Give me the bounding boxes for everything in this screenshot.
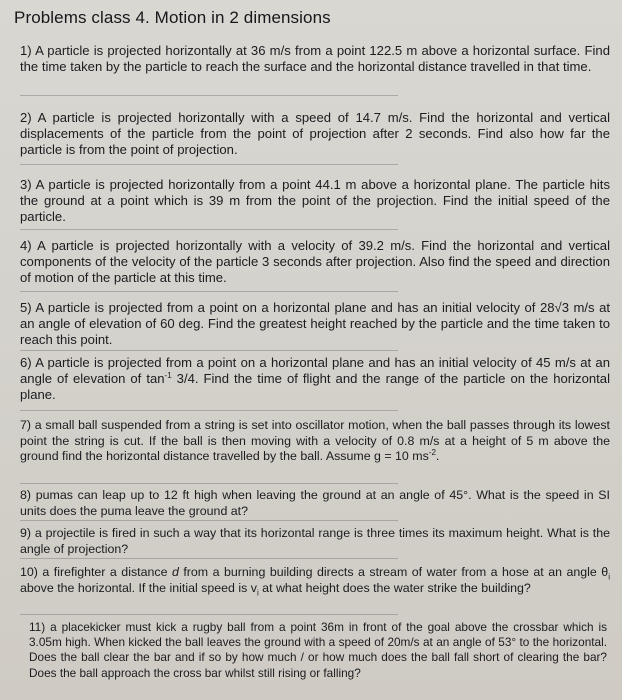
problem-10-variable-d: d — [171, 565, 179, 579]
divider — [20, 483, 398, 484]
problem-11: 11) a placekicker must kick a rugby ball from a point 36m in front of the goal above the crossbar which is 3.05m high. When kicked the ball leaves the ground with a speed of 20m/s at an angle of 53° to the horizontal. Does the ball clear the bar and if so by how much / or how much does the ball fall short of clearing the bar? Does the ball approach the cross bar whilst still rising or falling? — [29, 620, 607, 680]
problem-5: 5) A particle is projected from a point on a horizontal plane and has an initial velocity of 28√3 m/s at an angle of elevation of 60 deg. Find the greatest height reached by the particle and the time taken to reach this point. — [20, 300, 610, 347]
problem-10-subscript-theta: i — [608, 572, 610, 582]
problem-10-text-c: above the horizontal. If the initial speed is v — [20, 580, 257, 595]
divider — [20, 229, 398, 230]
problem-9: 9) a projectile is fired in such a way that its horizontal range is three times its maximum height. What is the angle of projection? — [20, 526, 610, 556]
divider — [20, 350, 398, 351]
divider — [20, 95, 398, 96]
page-title: Problems class 4. Motion in 2 dimensions — [14, 8, 331, 27]
divider — [20, 291, 398, 292]
problem-4: 4) A particle is projected horizontally with a velocity of 39.2 m/s. Find the horizontal and vertical components of the velocity of the particle 3 seconds after projection. Also find the speed and direction of motion of the particle at this time. — [20, 238, 610, 285]
problem-10 — [20, 565, 610, 596]
divider — [20, 558, 398, 559]
problem-10-text-a: 10) a firefighter a distance — [20, 565, 172, 579]
problem-7-text-a: 7) a small ball suspended from a string is set into oscillator motion, when the ball passes through its lowest point the string is cut. If the ball is then moving with a velocity of 0.8 m/s at a height of 5 m above the ground find the horizontal distance travelled by the ball. Assume g = 10 ms — [20, 418, 610, 464]
problem-2: 2) A particle is projected horizontally with a speed of 14.7 m/s. Find the horizontal and vertical displacements of the particle from the point of projection after 2 seconds. Find also how far the particle is from the point of projection. — [20, 110, 610, 157]
divider — [20, 614, 398, 615]
problem-8: 8) pumas can leap up to 12 ft high when leaving the ground at an angle of 45°. What is the speed in SI units does the puma leave the ground at? — [20, 488, 610, 518]
problem-6-superscript: -1 — [164, 370, 172, 380]
problem-10-subscript-v: i — [256, 588, 259, 598]
problem-10-text-d: at what height does the water strike the building? — [258, 580, 531, 595]
divider — [20, 520, 398, 521]
problem-3: 3) A particle is projected horizontally from a point 44.1 m above a horizontal plane. The particle hits the ground at a point which is 39 m from the point of the projection. Find the initial speed of the particle. — [20, 177, 610, 224]
problem-7-superscript: -2 — [428, 448, 436, 458]
problem-10-text-b: from a burning building directs a stream of water from a hose at an angle θ — [178, 565, 609, 579]
problem-6-text-a: 6) A particle is projected from a point on a horizontal plane and has an initial velocity of 45 m/s at an angle of elevation of tan — [20, 355, 610, 386]
problem-7-text-b: . — [435, 449, 440, 464]
problem-7 — [20, 418, 610, 465]
divider — [20, 410, 398, 411]
problem-6 — [20, 355, 610, 402]
divider — [20, 164, 398, 165]
problem-1: 1) A particle is projected horizontally at 36 m/s from a point 122.5 m above a horizontal surface. Find the time taken by the particle to reach the surface and the horizontal distance travelled in that time. — [20, 43, 610, 74]
problem-6-text-b: 3/4. Find the time of flight and the range of the particle on the horizontal plane. — [20, 370, 610, 402]
